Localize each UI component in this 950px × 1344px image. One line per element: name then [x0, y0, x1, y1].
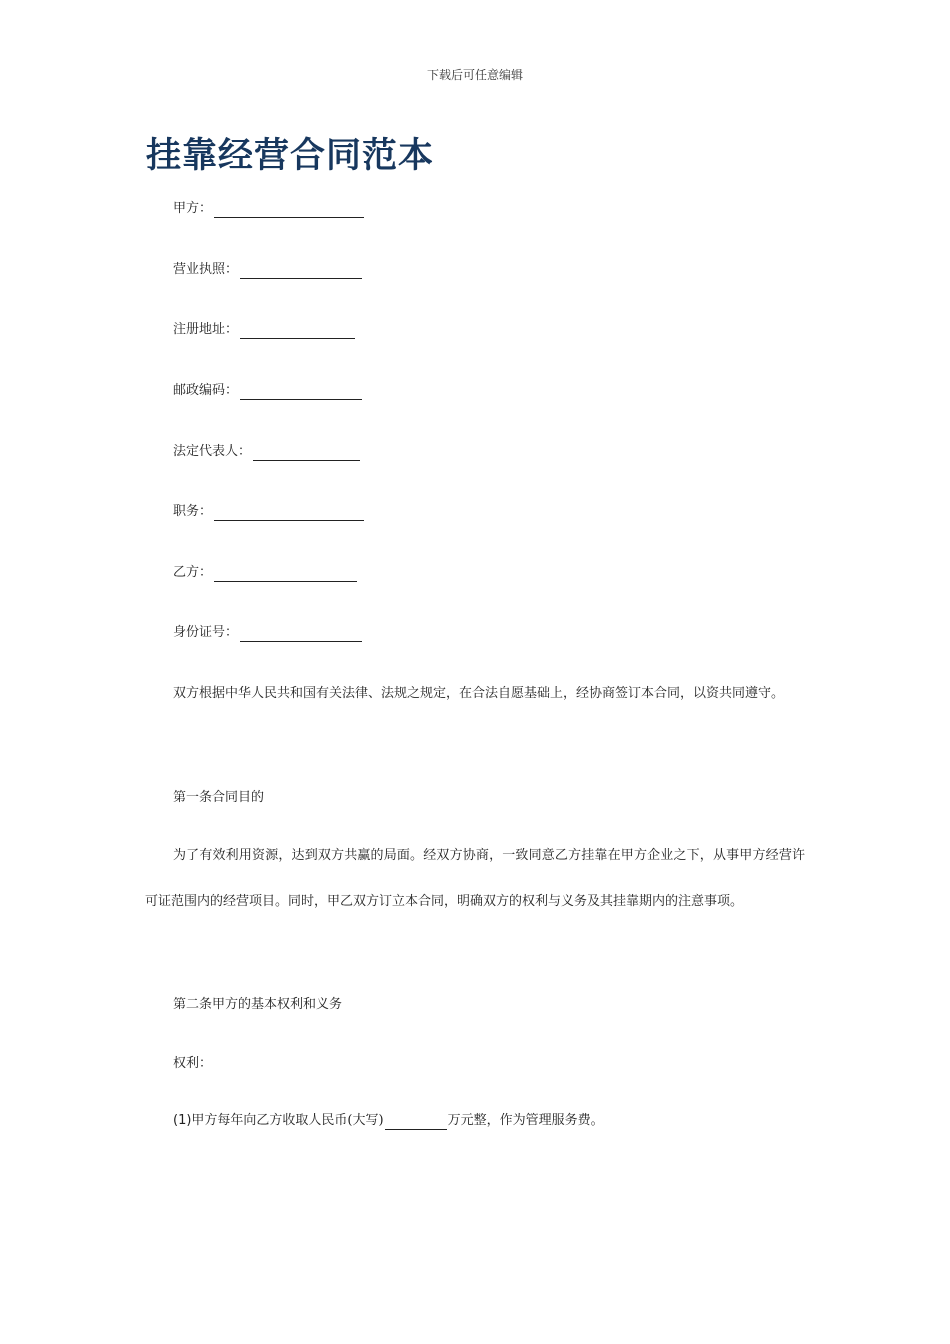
field-label: 法定代表人： — [173, 444, 252, 459]
field-party-a — [173, 200, 364, 218]
field-registered-address — [173, 321, 355, 339]
clause-text-after: 万元整，作为管理服务费。 — [447, 1113, 604, 1128]
field-label: 甲方： — [173, 201, 213, 216]
fill-blank — [240, 385, 362, 400]
intro-paragraph: 双方根据中华人民共和国有关法律、法规之规定，在合法自愿基础上，经协商签订本合同，以资共同遵守。 — [173, 686, 785, 701]
clause-number: (1) — [173, 1113, 192, 1128]
field-label: 邮政编码： — [173, 383, 239, 398]
field-id-number — [173, 624, 362, 642]
field-position — [173, 503, 364, 521]
fill-blank — [214, 506, 364, 521]
field-label: 营业执照： — [173, 262, 239, 277]
fill-blank — [240, 324, 355, 339]
fill-blank — [214, 203, 364, 218]
document-title: 挂靠经营合同范本 — [146, 135, 435, 176]
fill-blank — [253, 446, 360, 461]
fill-blank — [385, 1115, 447, 1130]
article-1-heading: 第一条合同目的 — [173, 790, 265, 805]
field-party-b — [173, 564, 357, 582]
clause-1 — [173, 1112, 604, 1130]
field-label: 注册地址： — [173, 322, 239, 337]
article-1-body: 为了有效利用资源，达到双方共赢的局面。经双方协商，一致同意乙方挂靠在甲方企业之下，从事甲方经营许可证范围内的经营项目。同时，甲乙双方订立本合同，明确双方的权利与义务及其挂靠期内的注意事项。 — [145, 848, 805, 909]
field-business-license — [173, 261, 362, 279]
article-2-heading: 第二条甲方的基本权利和义务 — [173, 997, 343, 1012]
field-postal-code — [173, 382, 362, 400]
rights-heading: 权利： — [173, 1056, 213, 1071]
fill-blank — [240, 264, 362, 279]
field-legal-representative — [173, 443, 360, 461]
page-header-note: 下载后可任意编辑 — [426, 68, 523, 82]
clause-text-before: 甲方每年向乙方收取人民币(大写) — [191, 1113, 384, 1128]
field-label: 身份证号： — [173, 625, 239, 640]
fill-blank — [240, 627, 362, 642]
fill-blank — [214, 567, 357, 582]
field-label: 乙方： — [173, 565, 213, 580]
field-label: 职务： — [173, 504, 213, 519]
